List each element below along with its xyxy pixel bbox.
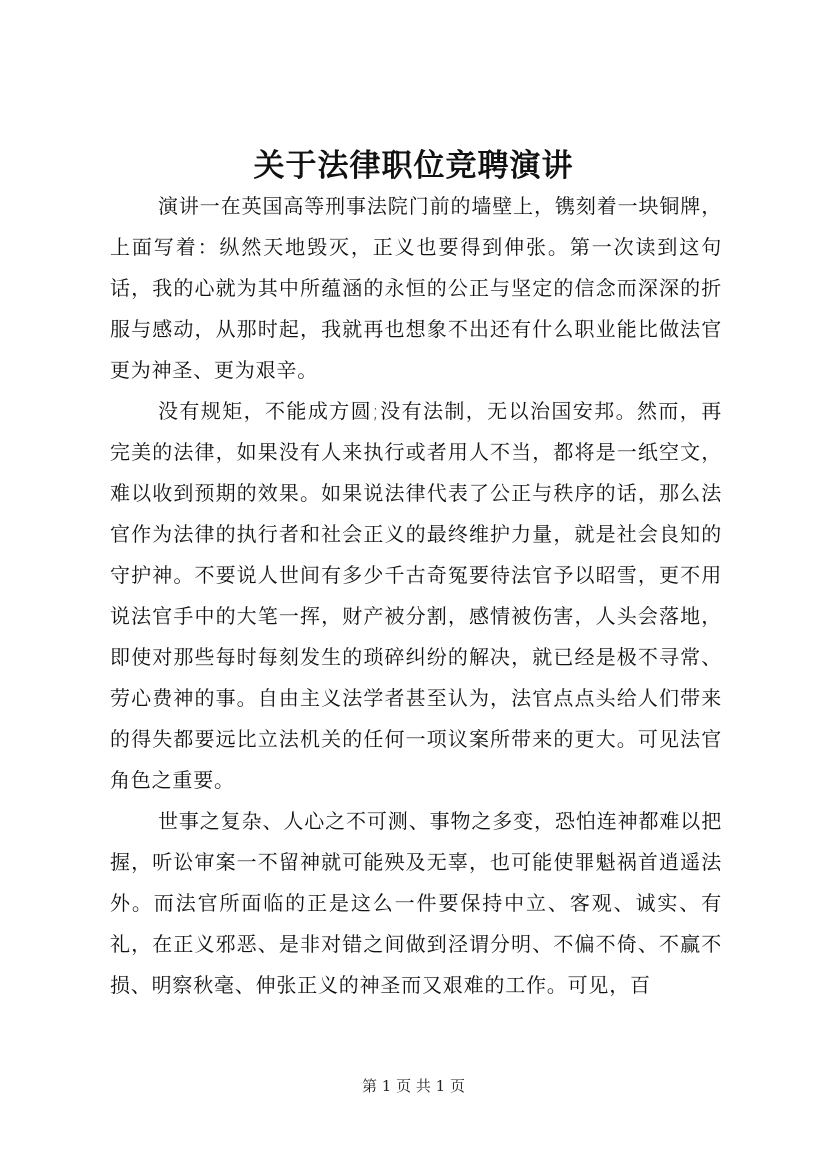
document-title: 关于法律职位竞聘演讲 — [253, 148, 574, 184]
paragraph-3: 世事之复杂、人心之不可测、事物之多变，恐怕连神都难以把握，听讼审案一不留神就可能殃及无辜，也可能使罪魁祸首逍遥法外。而法官所面临的正是这么一件要保持中立、客观、诚实、有礼，在正义邪恶、是非对错之间做到泾谓分明、不偏不倚、不赢不损、明察秋毫、伸张正义的神圣而又艰难的工作。可见，百 — [110, 809, 722, 997]
paragraph-1: 演讲一在英国高等刑事法院门前的墙壁上，镌刻着一块铜牌，上面写着：纵然天地毁灭，正义也要得到伸张。第一次读到这句话，我的心就为其中所蕴涵的永恒的公正与坚定的信念而深深的折服与感动，从那时起，我就再也想象不出还有什么职业能比做法官更为神圣、更为艰辛。 — [110, 194, 722, 382]
page-number-footer: 第 1 页 共 1 页 — [362, 1077, 465, 1095]
paragraph-2: 没有规矩，不能成方圆;没有法制，无以治国安邦。然而，再完美的法律，如果没有人来执行或者用人不当，都将是一纸空文，难以收到预期的效果。如果说法律代表了公正与秩序的话，那么法官作为法律的执行者和社会正义的最终维护力量，就是社会良知的守护神。不要说人世间有多少千古奇冤要待法官予以昭雪，更不用说法官手中的大笔一挥，财产被分割，感情被伤害，人头会落地，即使对那些每时每刻发生的琐碎纠纷的解决，就已经是极不寻常、劳心费神的事。自由主义法学者甚至认为，法官点点头给人们带来的得失都要远比立法机关的任何一项议案所带来的更大。可见法官角色之重要。 — [110, 399, 722, 792]
document-body — [110, 186, 722, 1006]
